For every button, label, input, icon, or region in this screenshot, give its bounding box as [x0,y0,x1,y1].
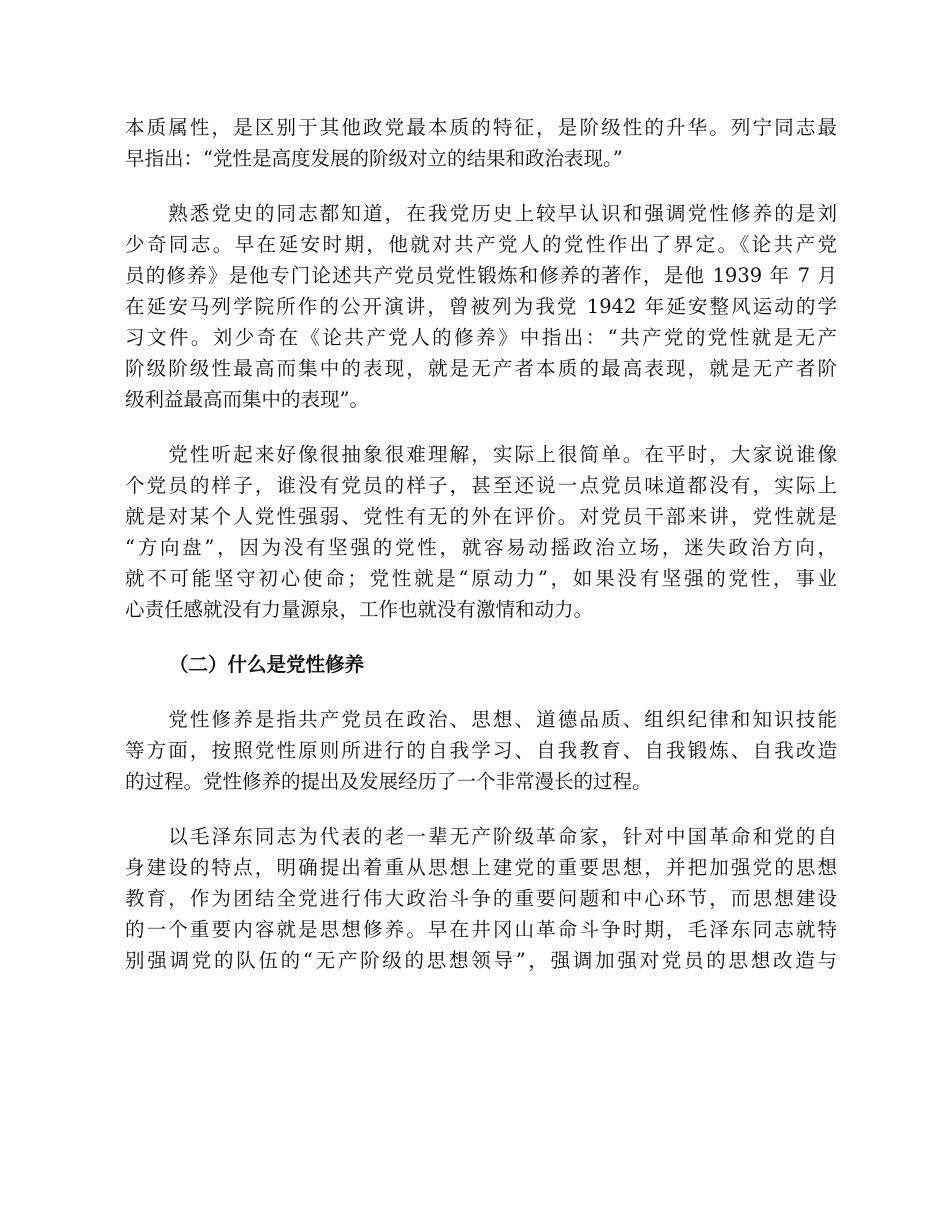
text-line: 级利益最高而集中的表现”。 [125,388,369,411]
text-line: 员的修养》是他专门论述共产党员党性锻炼和修养的著作，是他 1939 年 7 月 [125,264,837,287]
text-line: 等方面，按照党性原则所进行的自我学习、自我教育、自我锻炼、自我改造 [125,739,837,762]
text-line: 熟悉党史的同志都知道，在我党历史上较早认识和强调党性修养的是刘 [125,202,837,225]
text-line: “方向盘”，因为没有坚强的党性，就容易动摇政治立场，迷失政治方向， [125,536,837,559]
text-line: 身建设的特点，明确提出着重从思想上建党的重要思想，并把加强党的思想 [125,856,837,879]
text-line: 少奇同志。早在延安时期，他就对共产党人的党性作出了界定。《论共产党 [125,233,837,256]
text-line: 教育，作为团结全党进行伟大政治斗争的重要问题和中心环节，而思想建设 [125,887,837,910]
text-line: 心责任感就没有力量源泉，工作也就没有激情和动力。 [125,598,594,621]
text-line: 别强调党的队伍的“无产阶级的思想领导”，强调加强对党员的思想改造与 [125,949,837,972]
section-heading: （二）什么是党性修养 [169,653,365,676]
text-line: 早指出：“党性是高度发展的阶级对立的结果和政治表现。” [125,147,623,170]
text-line: 习文件。刘少奇在《论共产党人的修养》中指出：“共产党的党性就是无产 [125,326,837,349]
text-line: 的一个重要内容就是思想修养。早在井冈山革命斗争时期，毛泽东同志就特 [125,918,837,941]
text-line: 就是对某个人党性强弱、党性有无的外在评价。对党员干部来讲，党性就是 [125,505,837,528]
paragraph-2 [125,198,837,415]
text-line: 党性修养是指共产党员在政治、思想、道德品质、组织纪律和知识技能 [125,708,837,731]
text-line: 以毛泽东同志为代表的老一辈无产阶级革命家，针对中国革命和党的自 [125,825,837,848]
text-line: 的过程。党性修养的提出及发展经历了一个非常漫长的过程。 [125,770,652,793]
text-line: 就不可能坚守初心使命；党性就是“原动力”，如果没有坚强的党性，事业 [125,567,837,590]
paragraph-1 [125,112,837,174]
paragraph-4 [125,704,837,797]
paragraph-5 [125,821,837,976]
document-page [125,112,837,1000]
text-line: 阶级阶级性最高而集中的表现，就是无产者本质的最高表现，就是无产者阶 [125,357,837,380]
text-line: 党性听起来好像很抽象很难理解，实际上很简单。在平时，大家说谁像 [125,443,837,466]
text-line: 本质属性，是区别于其他政党最本质的特征，是阶级性的升华。列宁同志最 [125,116,837,139]
text-line: 在延安马列学院所作的公开演讲，曾被列为我党 1942 年延安整风运动的学 [125,295,837,318]
text-line: 个党员的样子，谁没有党员的样子，甚至还说一点党员味道都没有，实际上 [125,474,837,497]
paragraph-3 [125,439,837,625]
